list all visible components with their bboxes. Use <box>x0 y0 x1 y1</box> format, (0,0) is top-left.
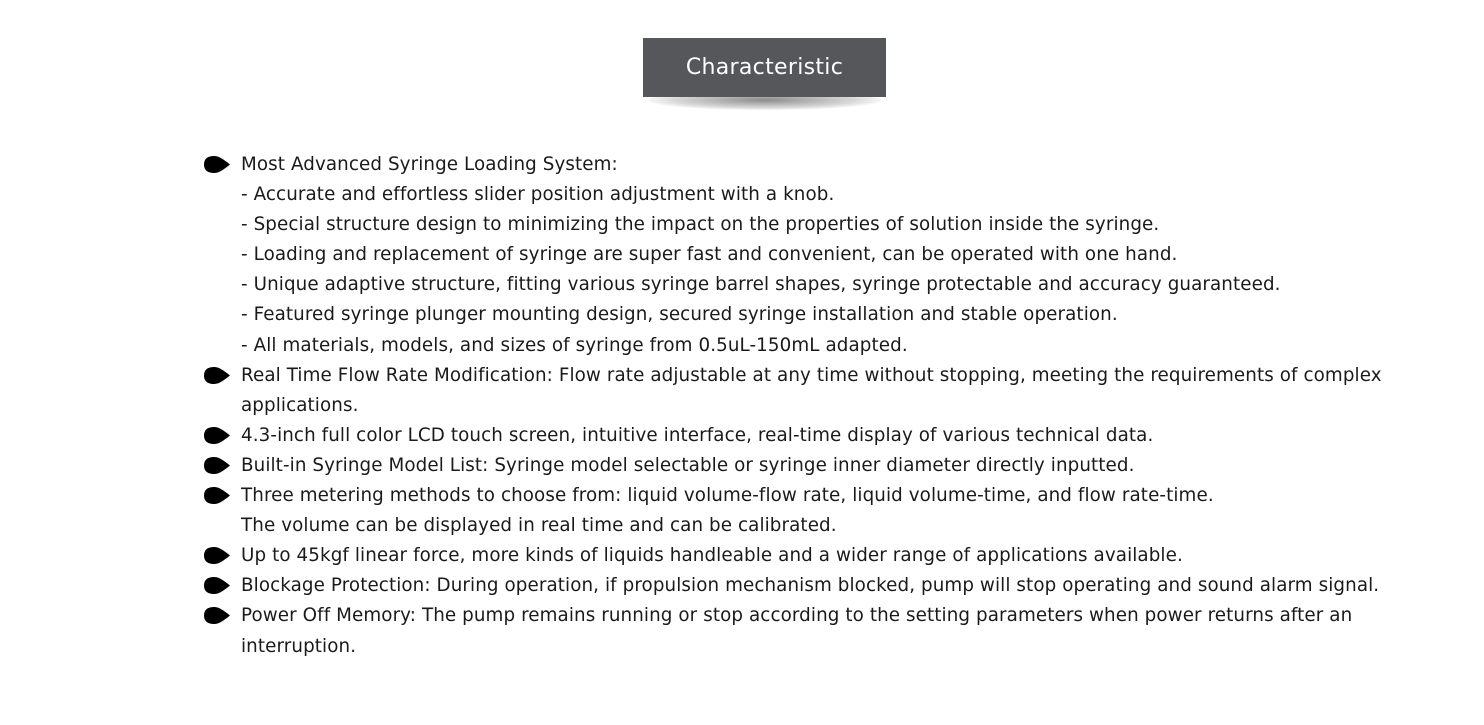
bullet-icon <box>204 547 230 564</box>
feature-text: 4.3-inch full color LCD touch screen, intuitive interface, real-time display of various technical data. <box>241 424 1154 446</box>
bullet-icon <box>204 607 230 624</box>
feature-subline: - Accurate and effortless slider position adjustment with a knob. <box>241 184 835 206</box>
feature-text: Real Time Flow Rate Modification: Flow rate adjustable at any time without stopping, meeting the requirements of complex <box>241 364 1382 386</box>
bullet-icon <box>204 156 230 173</box>
feature-item <box>0 601 1484 661</box>
feature-item <box>0 541 1484 571</box>
bullet-icon <box>204 367 230 384</box>
feature-subline: - Special structure design to minimizing the impact on the properties of solution inside the syringe. <box>241 214 1160 236</box>
feature-subline: - All materials, models, and sizes of syringe from 0.5uL-150mL adapted. <box>241 334 908 356</box>
feature-subline: - Featured syringe plunger mounting design, secured syringe installation and stable operation. <box>241 304 1118 326</box>
bullet-icon <box>204 577 230 594</box>
feature-text: Blockage Protection: During operation, if propulsion mechanism blocked, pump will stop operating and sound alarm signal. <box>241 575 1380 597</box>
feature-item <box>0 481 1484 541</box>
feature-subline: - Loading and replacement of syringe are super fast and convenient, can be operated with one hand. <box>241 244 1178 266</box>
feature-subline: interruption. <box>241 635 357 657</box>
feature-item <box>0 421 1484 451</box>
feature-list <box>0 150 1484 662</box>
feature-text: Most Advanced Syringe Loading System: <box>241 154 618 175</box>
feature-text: Up to 45kgf linear force, more kinds of liquids handleable and a wider range of applications available. <box>241 545 1183 567</box>
section-title-text: Characteristic <box>685 55 844 80</box>
bullet-icon <box>204 427 230 444</box>
feature-subline: The volume can be displayed in real time and can be calibrated. <box>241 515 837 537</box>
feature-subline: - Unique adaptive structure, fitting various syringe barrel shapes, syringe protectable and accuracy guaranteed. <box>241 274 1281 296</box>
feature-item <box>0 571 1484 601</box>
feature-item <box>0 150 1484 361</box>
bullet-icon <box>204 457 230 474</box>
feature-text: Power Off Memory: The pump remains running or stop according to the setting parameters when power returns after an <box>241 605 1353 627</box>
feature-subline: applications. <box>241 394 359 416</box>
section-title <box>643 38 886 97</box>
feature-text: Built-in Syringe Model List: Syringe model selectable or syringe inner diameter directly inputted. <box>241 454 1135 476</box>
feature-item <box>0 361 1484 421</box>
feature-item <box>0 451 1484 481</box>
feature-text: Three metering methods to choose from: liquid volume-flow rate, liquid volume-time, and flow rate-time. <box>241 485 1214 507</box>
bullet-icon <box>204 487 230 504</box>
